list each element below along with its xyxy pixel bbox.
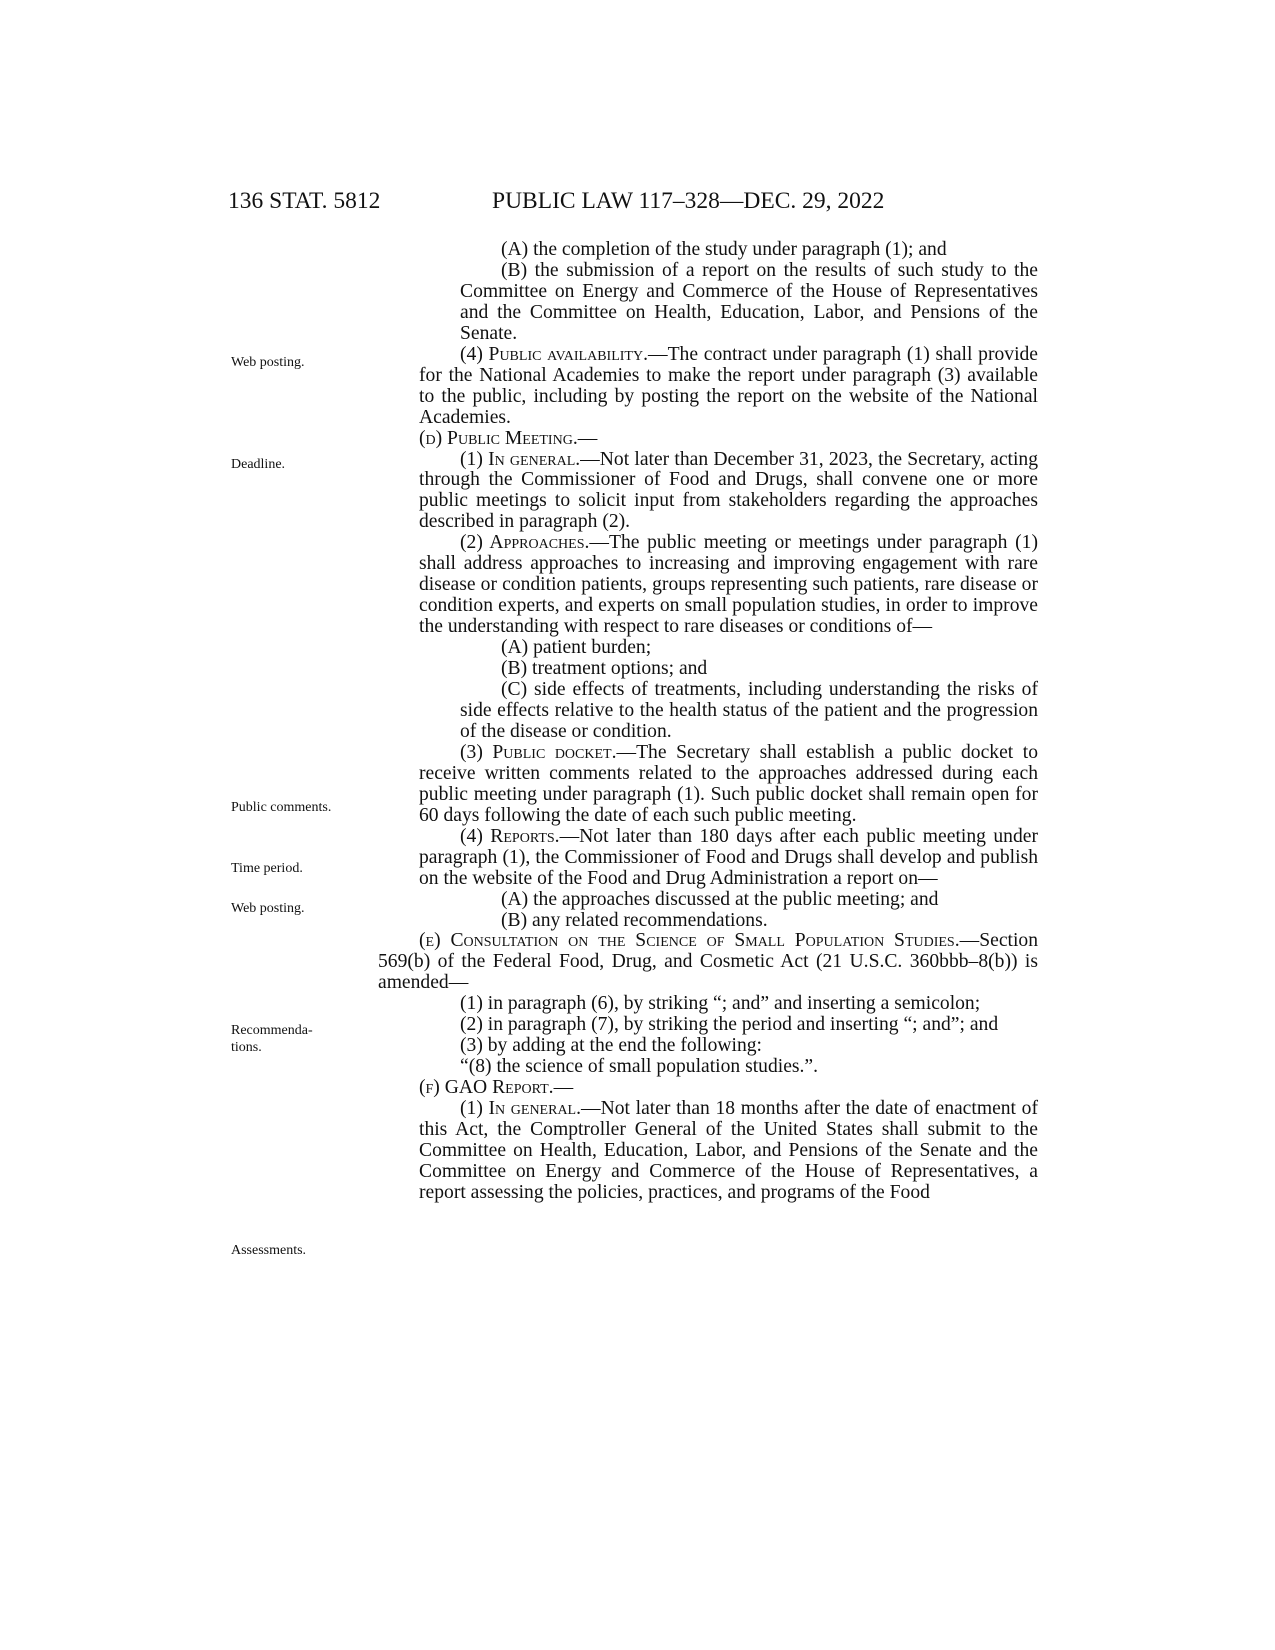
heading-gao-report: (f) GAO Report.: [419, 1077, 554, 1099]
margin-note-web-posting: Web posting.: [231, 355, 305, 370]
text-reports: —Not later than 180 days after each public meeting under paragraph (1), the Commissioner of Food and Drugs shall develop and publish on the website of the Food and Drug Administration a report on—: [419, 825, 1038, 889]
para-public-meeting: [378, 429, 1038, 450]
text-consultation: —Section 569(b) of the Federal Food, Drug, and Cosmetic Act (21 U.S.C. 360bbb–8(b)) is amended—: [378, 930, 1038, 994]
margin-note-time-period: Time period.: [231, 861, 303, 876]
para-gao-report: [378, 1078, 1038, 1099]
margin-note-deadline: Deadline.: [231, 457, 286, 472]
para-amend-quote: “(8) the science of small population studies.”.: [460, 1056, 819, 1078]
heading-public-docket: (3) Public docket.: [460, 741, 617, 763]
margin-note-public-comments: Public comments.: [231, 800, 332, 815]
heading-in-general-f1: (1) In general.: [460, 1098, 582, 1120]
para-consultation: [378, 931, 1038, 994]
text-public-docket: —The Secretary shall establish a public docket to receive written comments related to the approaches addressed during each public meeting under paragraph (1). Such public docket shall remain open for 60 days following the date of each such public meeting.: [419, 741, 1038, 826]
margin-note-recommendations-line2: tions.: [231, 1040, 262, 1055]
text-in-general-d1: —Not later than December 31, 2023, the Secretary, acting through the Commissioner of Food and Drugs, shall convene one or more public meetings to solicit input from stakeholders regarding the approaches described in paragraph (2).: [419, 448, 1038, 533]
heading-consultation: (e) Consultation on the Science of Small Population Studies.: [419, 930, 960, 952]
para-b-submission: (B) the submission of a report on the results of such study to the Committee on Energy and Commerce of the House of Representatives and the Committee on Health, Education, Labor, and Pensions of the Senate.: [460, 259, 1038, 344]
heading-in-general-d1: (1) In general.: [460, 448, 581, 470]
para-approaches: [378, 533, 1038, 638]
para-public-docket: [378, 743, 1038, 827]
para-reports: [378, 827, 1038, 890]
margin-note-web-posting-2: Web posting.: [231, 901, 305, 916]
para-approaches-discussed: (A) the approaches discussed at the public meeting; and: [501, 888, 939, 910]
para-amend-2: (2) in paragraph (7), by striking the period and inserting “; and”; and: [460, 1014, 999, 1036]
margin-note-recommendations-line1: Recommenda-: [231, 1023, 313, 1038]
text-in-general-f1: —Not later than 18 months after the date of enactment of this Act, the Comptroller General of the United States shall submit to the Committee on Health, Education, Labor, and Pensions of the Senate and the Committee on Energy and Commerce of the House of Representatives, a report assessing the policies, practices, and programs of the Food: [419, 1098, 1038, 1203]
para-side-effects: (C) side effects of treatments, including understanding the risks of side effects relative to the health status of the patient and the progression of the disease or condition.: [460, 679, 1038, 742]
body-text: [378, 240, 1038, 1204]
para-patient-burden: (A) patient burden;: [501, 637, 652, 659]
stat-citation: 136 STAT. 5812: [228, 188, 381, 214]
para-amend-3: (3) by adding at the end the following:: [460, 1035, 763, 1057]
text-public-meeting: —: [577, 427, 598, 449]
heading-public-meeting: (d) Public Meeting.: [419, 427, 578, 449]
margin-note-assessments: Assessments.: [231, 1243, 307, 1258]
para-public-availability: [378, 345, 1038, 429]
text-gao-report: —: [553, 1077, 574, 1099]
para-amend-1: (1) in paragraph (6), by striking “; and” and inserting a semicolon;: [460, 993, 981, 1015]
para-in-general-d1: [378, 450, 1038, 534]
para-a-completion: (A) the completion of the study under paragraph (1); and: [501, 239, 947, 260]
text-public-availability: —The contract under paragraph (1) shall provide for the National Academies to make the report under paragraph (3) available to the public, including by posting the report on the website of the National Academies.: [419, 343, 1038, 428]
heading-approaches: (2) Approaches.: [460, 532, 590, 554]
margin-note-recommendations: [231, 1022, 371, 1056]
heading-reports: (4) Reports.: [460, 825, 560, 847]
heading-public-availability: (4) Public availability.: [460, 343, 648, 365]
para-in-general-f1: [378, 1099, 1038, 1204]
text-approaches: —The public meeting or meetings under paragraph (1) shall address approaches to increasing and improving engagement with rare disease or condition patients, groups representing such patients, rare disease or condition experts, and experts on small population studies, in order to improve the understanding with respect to rare diseases or conditions of—: [419, 532, 1038, 638]
para-related-recommendations: (B) any related recommendations.: [501, 909, 768, 931]
para-treatment-options: (B) treatment options; and: [501, 658, 708, 680]
running-title: PUBLIC LAW 117–328—DEC. 29, 2022: [492, 188, 885, 214]
